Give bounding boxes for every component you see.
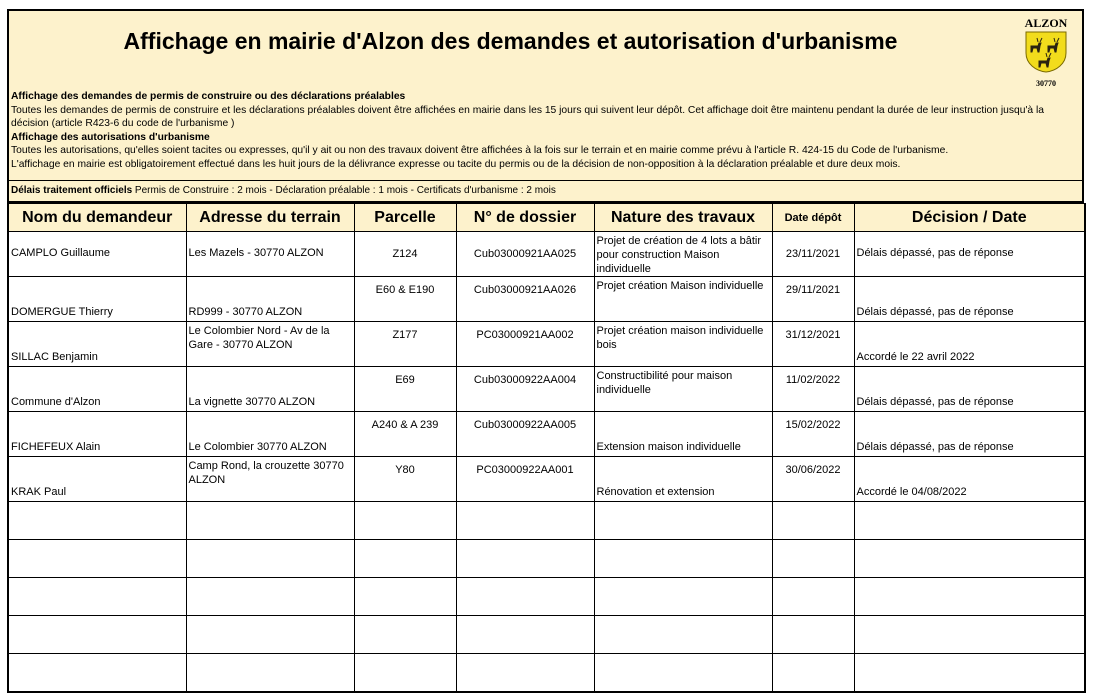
- table-row: [8, 412, 1085, 457]
- delais-label: Délais traitement officiels: [11, 185, 133, 196]
- cell-parcelle: Z177: [354, 322, 456, 367]
- notice-paragraph-autorisations: Toutes les autorisations, qu'elles soient tacites ou expresses, qu'il y ait ou non des travaux doivent être affichées à la fois sur le terrain et en mairie comme prévu à l'article R. 424-15 du Code de l'urbanisme.: [11, 145, 949, 157]
- cell-date: 29/11/2021: [772, 277, 854, 322]
- cell-parcelle: A240 & A 239: [354, 412, 456, 457]
- cell-nom: SILLAC Benjamin: [8, 322, 186, 367]
- cell-nature: Projet création Maison individuelle: [594, 277, 772, 322]
- town-logo: [1018, 16, 1074, 88]
- document-sheet: [7, 9, 1084, 693]
- cell-nature: Constructibilité pour maison individuelle: [594, 367, 772, 412]
- notice-paragraph-demandes: Toutes les demandes de permis de construire et les déclarations préalables doivent être affichées en mairie dans les 15 jours qui suivent leur dépôt. Cet affichage doit être maintenu pendant la durée de leur instruction jusqu'à la décision (article R423-6 du code de l'urbanisme ): [11, 104, 1045, 130]
- cell-nom: DOMERGUE Thierry: [8, 277, 186, 322]
- table-header-row: [8, 204, 1085, 232]
- cell-decision: Accordé le 22 avril 2022: [854, 322, 1085, 367]
- cell-nature: Extension maison individuelle: [594, 412, 772, 457]
- cell-nom: Commune d'Alzon: [8, 367, 186, 412]
- cell-decision: Délais dépassé, pas de réponse: [854, 367, 1085, 412]
- cell-adresse: Le Colombier Nord - Av de la Gare - 30770 ALZON: [186, 322, 354, 367]
- cell-nom: CAMPLO Guillaume: [8, 232, 186, 277]
- page-title: Affichage en mairie d'Alzon des demandes et autorisation d'urbanisme: [123, 28, 898, 54]
- empty-row: [8, 502, 1085, 540]
- column-header-date: Date dépôt: [772, 204, 854, 232]
- empty-row: [8, 578, 1085, 616]
- coat-of-arms-icon: [1024, 31, 1068, 73]
- cell-nature: Rénovation et extension: [594, 457, 772, 502]
- cell-decision: Délais dépassé, pas de réponse: [854, 277, 1085, 322]
- cell-decision: Délais dépassé, pas de réponse: [854, 412, 1085, 457]
- logo-zip-code: 30770: [1036, 79, 1056, 88]
- notice-text: [11, 90, 1076, 172]
- logo-town-name: ALZON: [1024, 16, 1068, 30]
- cell-date: 11/02/2022: [772, 367, 854, 412]
- cell-adresse: Camp Rond, la crouzette 30770 ALZON: [186, 457, 354, 502]
- empty-row: [8, 540, 1085, 578]
- column-header-nature: Nature des travaux: [594, 204, 772, 232]
- cell-dossier: PC03000921AA002: [456, 322, 594, 367]
- cell-dossier: Cub03000921AA026: [456, 277, 594, 322]
- cell-date: 30/06/2022: [772, 457, 854, 502]
- column-header-parcelle: Parcelle: [354, 204, 456, 232]
- cell-dossier: Cub03000922AA004: [456, 367, 594, 412]
- column-header-decision: Décision / Date: [854, 204, 1085, 232]
- cell-parcelle: Y80: [354, 457, 456, 502]
- notice-heading-demandes: Affichage des demandes de permis de construire ou des déclarations préalables: [11, 91, 406, 102]
- cell-nature: Projet de création de 4 lots a bâtir pour construction Maison individuelle: [594, 232, 772, 277]
- cell-adresse: La vignette 30770 ALZON: [186, 367, 354, 412]
- cell-parcelle: E60 & E190: [354, 277, 456, 322]
- table-row: [8, 322, 1085, 367]
- cell-nom: FICHEFEUX Alain: [8, 412, 186, 457]
- table-row: [8, 277, 1085, 322]
- cell-date: 23/11/2021: [772, 232, 854, 277]
- table-row: [8, 457, 1085, 502]
- notice-paragraph-affichage: L'affichage en mairie est obligatoirement effectué dans les huit jours de la délivrance expresse ou tacite du permis ou de la décision de non-opposition à la déclaration préalable et dure deux mois.: [11, 158, 901, 170]
- header-panel: [7, 9, 1084, 180]
- cell-dossier: Cub03000922AA005: [456, 412, 594, 457]
- cell-adresse: Le Colombier 30770 ALZON: [186, 412, 354, 457]
- column-header-nom: Nom du demandeur: [8, 204, 186, 232]
- demandes-table: [7, 203, 1086, 693]
- column-header-dossier: N° de dossier: [456, 204, 594, 232]
- cell-parcelle: Z124: [354, 232, 456, 277]
- table-row: [8, 232, 1085, 277]
- cell-date: 15/02/2022: [772, 412, 854, 457]
- cell-decision: Délais dépassé, pas de réponse: [854, 232, 1085, 277]
- cell-nature: Projet création maison individuelle bois: [594, 322, 772, 367]
- cell-dossier: Cub03000921AA025: [456, 232, 594, 277]
- cell-dossier: PC03000922AA001: [456, 457, 594, 502]
- empty-row: [8, 616, 1085, 654]
- cell-nom: KRAK Paul: [8, 457, 186, 502]
- cell-parcelle: E69: [354, 367, 456, 412]
- cell-adresse: RD999 - 30770 ALZON: [186, 277, 354, 322]
- cell-adresse: Les Mazels - 30770 ALZON: [186, 232, 354, 277]
- notice-heading-autorisations: Affichage des autorisations d'urbanisme: [11, 131, 210, 143]
- cell-date: 31/12/2021: [772, 322, 854, 367]
- empty-row: [8, 654, 1085, 693]
- cell-decision: Accordé le 04/08/2022: [854, 457, 1085, 502]
- table-row: [8, 367, 1085, 412]
- delais-bar: [7, 180, 1084, 203]
- column-header-adresse: Adresse du terrain: [186, 204, 354, 232]
- delais-text: Permis de Construire : 2 mois - Déclaration préalable : 1 mois - Certificats d'urbanisme : 2 mois: [132, 185, 556, 196]
